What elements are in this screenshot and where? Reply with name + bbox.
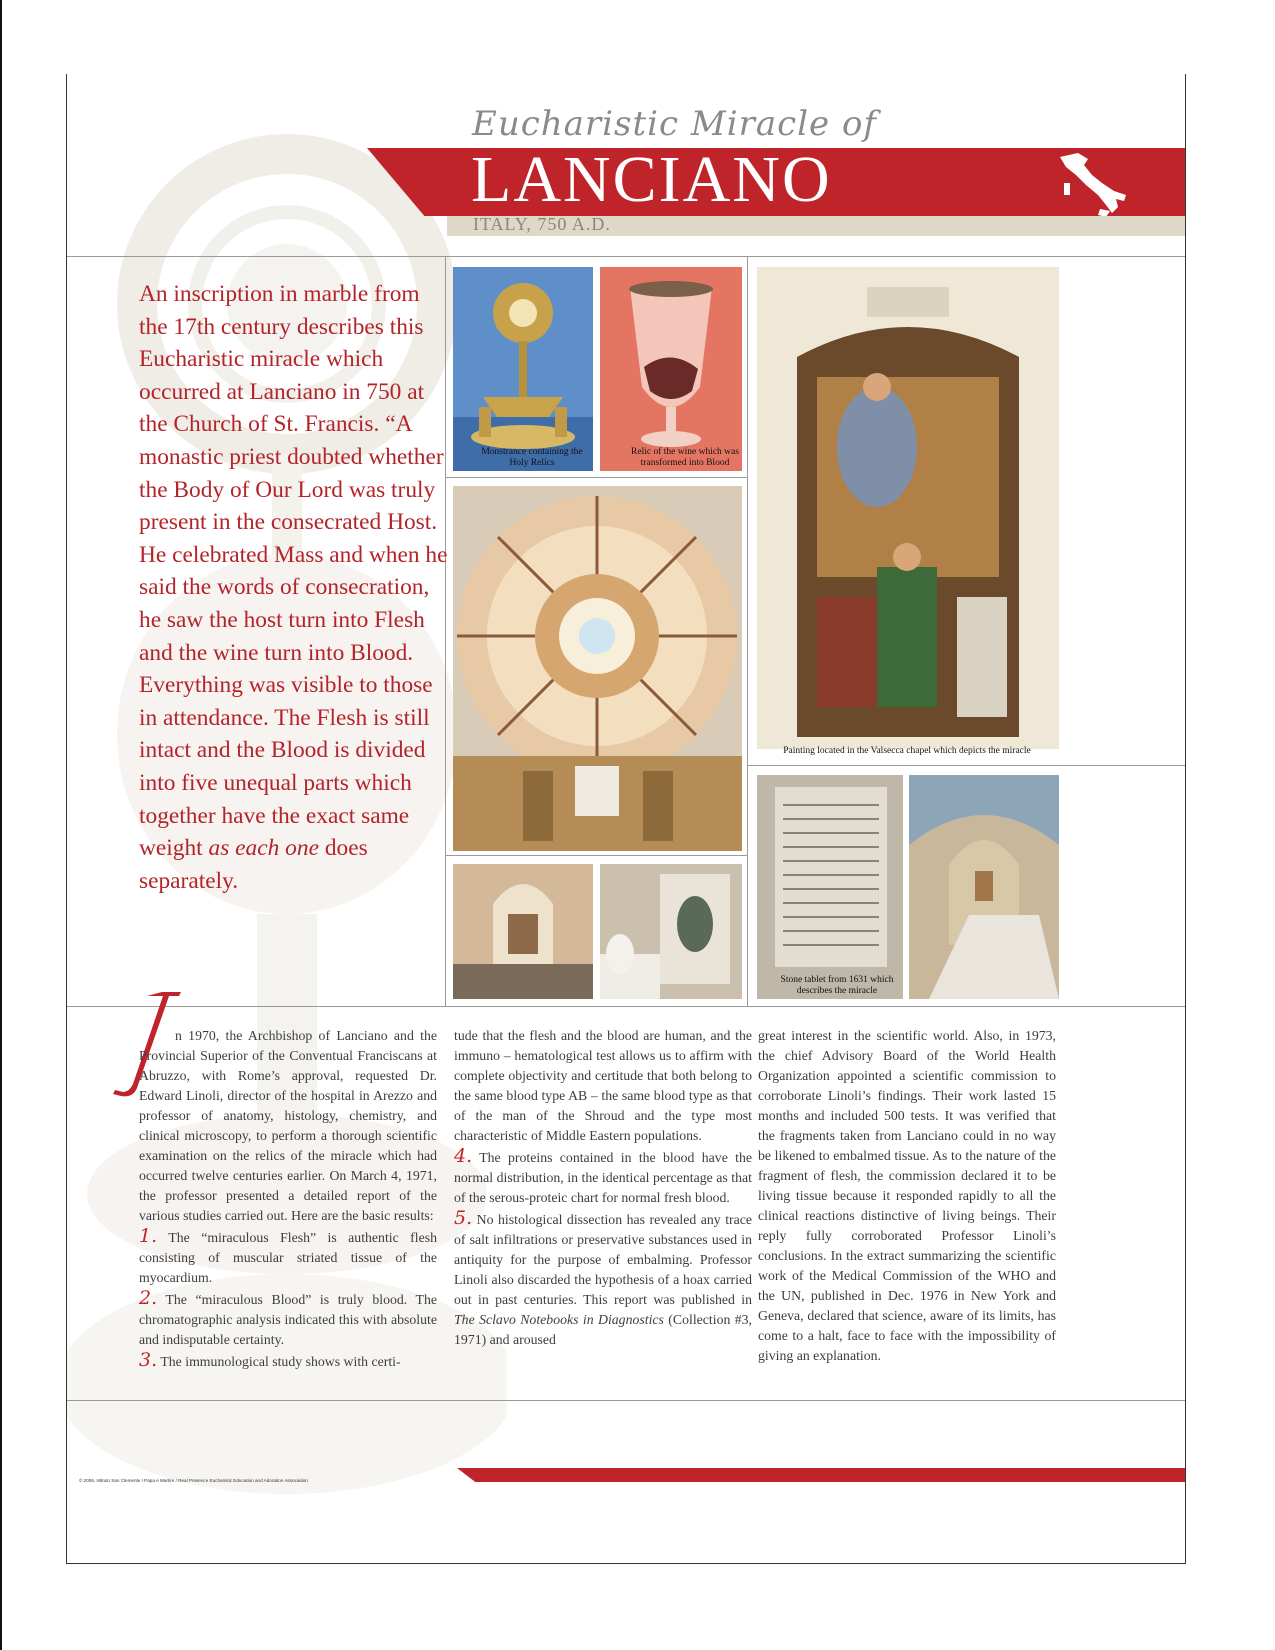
photo-rule-3 — [747, 765, 1186, 766]
photo-rule-2 — [445, 855, 747, 856]
item-number-3: 3. — [139, 1349, 158, 1371]
result-item-3 — [139, 1350, 437, 1372]
italy-map-icon — [1040, 149, 1140, 219]
monstrance-caption: Monstrance containing the Holy Relics — [481, 447, 583, 468]
result-item-5 — [454, 1208, 752, 1350]
result-item-2 — [139, 1288, 437, 1350]
header-script-title: Eucharistic Miracle of — [472, 104, 877, 144]
document-page — [66, 74, 1186, 1564]
article-column-2 — [454, 1026, 752, 1350]
result-item-1 — [139, 1226, 437, 1288]
item-text-2: The “miraculous Blood” is truly blood. The chromatographic analysis indicated this with absolute and indisputable certainty. — [139, 1292, 437, 1347]
item-text-5a: No histological dissection has revealed any trace of salt infiltrations or preservative substances used in antiquity for the purpose of embalming. Professor Linoli also discarded the hypothesis of a hoax carried out in past centuries. This report was published in — [454, 1212, 752, 1307]
publication-title: The Sclavo Notebooks in Diagnostics — [454, 1312, 664, 1327]
altar-photo-1 — [453, 864, 593, 999]
photo-rule-1 — [445, 477, 747, 478]
page-subtitle: ITALY, 750 A.D. — [473, 214, 611, 234]
page-title: LANCIANO — [471, 143, 832, 216]
item-text-3: The immunological study shows with certi- — [160, 1354, 401, 1369]
monstrance-photo — [453, 267, 593, 471]
wine-relic-caption: Relic of the wine which was transformed into Blood — [631, 447, 739, 468]
stone-tablet-caption: Stone tablet from 1631 which describes the miracle — [780, 975, 894, 996]
footer-red-band — [457, 1468, 1186, 1482]
valsecca-painting-photo — [757, 267, 1059, 749]
intro-italic: as each one — [208, 835, 319, 862]
item-number-1: 1. — [139, 1225, 158, 1247]
item-text-1: The “miraculous Flesh” is authentic flesh consisting of muscular striated tissue of the myocardium. — [139, 1230, 437, 1285]
right-column-rule — [747, 256, 748, 1006]
intro-text — [139, 278, 449, 897]
article-column-1 — [139, 1026, 437, 1372]
intro-main: An inscription in marble from the 17th century describes this Eucharistic miracle which occurred at Lanciano in 750 at the Church of St. Francis. “A monastic priest doubted whether the Body of Our Lord was truly present in the consecrated Host. He celebrated Mass and when he said the words of consecration, he saw the host turn into Flesh and the wine turn into Blood. Everything was visible to those in attendance. The Flesh is still intact and the Blood is divided into five unequal parts which together have the exact same weight — [139, 281, 448, 862]
left-edge-rule — [0, 0, 2, 1650]
altar-photo-2 — [600, 864, 742, 999]
article-paragraph-3: great interest in the scientific world. Also, in 1973, the chief Advisory Board of the World Health Organization appointed a scientific commission to corroborate Linoli’s findings. Their work lasted 15 months and included 500 tests. It was verified that the fragments taken from Lanciano could in no way be likened to embalmed tissue. As to the nature of the fragment of flesh, the commission declared it to be living tissue because it responded rapidly to all the clinical reactions distinctive of living beings. Their reply fully corroborated Professor Linoli’s conclusions. In the extract summarizing the scientific work of the Medical Commission of the WHO and the UN, published in Dec. 1976 in New York and Geneva, declared that science, aware of its limits, has come to a halt, face to face with the impossibility of giving an explanation. — [758, 1028, 1056, 1363]
church-interior-photo — [909, 775, 1059, 999]
item-number-5: 5. — [454, 1207, 473, 1229]
footer-copyright: © 2006, Istituto San Clemente I Papa e Martire / Real Presence Eucharistic Education and Adoration Association — [79, 1478, 308, 1483]
stone-tablet-photo — [757, 775, 903, 999]
painting-caption: Painting located in the Valsecca chapel which depicts the miracle — [783, 746, 1031, 756]
bottom-rule — [67, 1400, 1186, 1401]
item-number-4: 4. — [454, 1145, 473, 1167]
article-paragraph-1: n 1970, the Archbishop of Lanciano and the Provincial Superior of the Conventual Franciscans at Abruzzo, with Rome’s approval, requested Dr. Edward Linoli, director of the hospital in Arezzo and professor of anatomy, histology, chemistry, and clinical microscopy, to perform a thorough scientific examination on the relics of the miracle which had occurred twelve centuries earlier. On March 4, 1971, the professor presented a detailed report of the various studies carried out. Here are the basic results: — [139, 1028, 437, 1223]
intro-end: does separately. — [139, 835, 368, 894]
article-column-3 — [758, 1026, 1056, 1366]
result-item-4 — [454, 1146, 752, 1208]
middle-rule — [67, 1006, 1186, 1007]
item-text-5b: (Collection #3, 1971) and aroused — [454, 1312, 752, 1347]
stained-glass-photo — [453, 486, 742, 851]
header-rule — [67, 256, 1186, 257]
wine-relic-photo — [600, 267, 742, 471]
article-paragraph-2: tude that the flesh and the blood are human, and the immuno – hematological test allows us to affirm with complete objectivity and certitude that both belong to the same blood type AB – the same blood type as that of the man of the Shroud and the type most characteristic of Middle Eastern populations. — [454, 1028, 752, 1143]
item-number-2: 2. — [139, 1287, 158, 1309]
item-text-4: The proteins contained in the blood have the normal distribution, in the identical percentage as that of the serous-proteic chart for normal fresh blood. — [454, 1150, 753, 1205]
